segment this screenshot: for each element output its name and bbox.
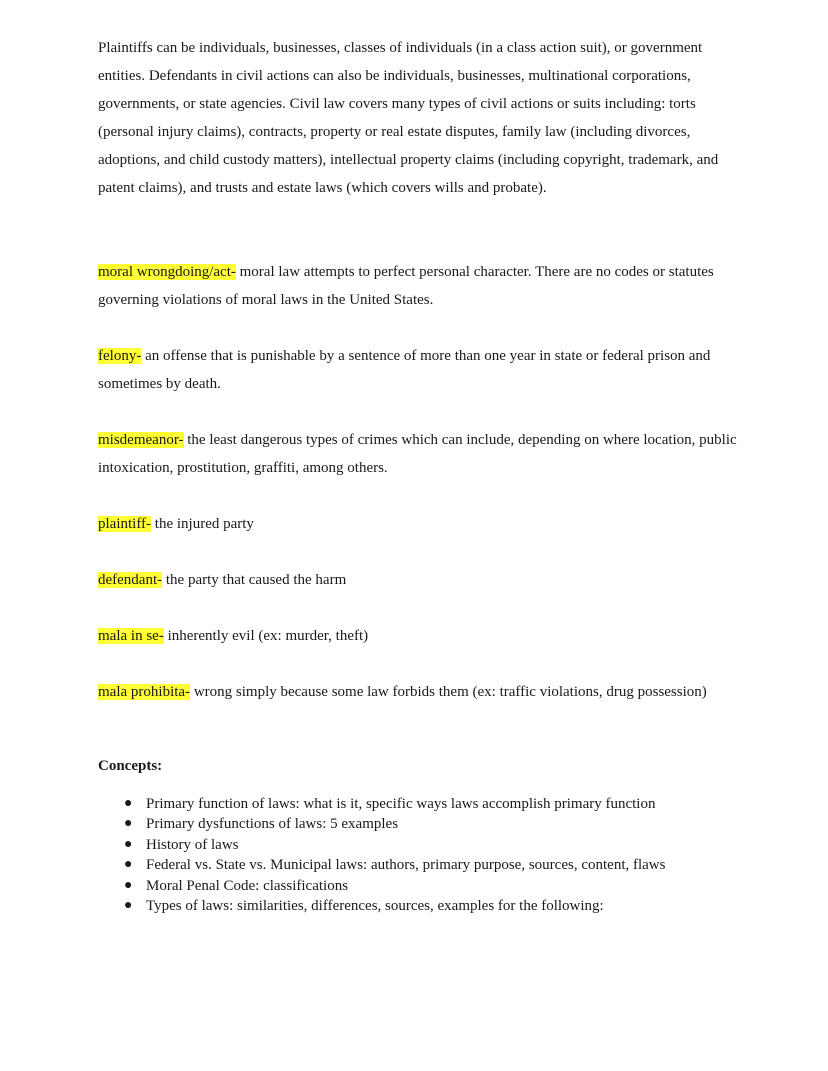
term-entry bbox=[98, 510, 738, 538]
bullet-icon: ● bbox=[124, 898, 133, 914]
term-highlight: moral wrongdoing/act- bbox=[98, 264, 236, 280]
bullet-icon: ● bbox=[124, 857, 133, 873]
term-definition: wrong simply because some law forbids them (ex: traffic violations, drug possession) bbox=[190, 684, 707, 700]
term-entry bbox=[98, 258, 738, 314]
intro-paragraph: Plaintiffs can be individuals, businesses, classes of individuals (in a class action suit), or government entities. Defendants in civil actions can also be individuals, businesses, multinational corporations, governments, or state agencies. Civil law covers many types of civil actions or suits including: torts (personal injury claims), contracts, property or real estate disputes, family law (including divorces, adoptions, and child custody matters), intellectual property claims (including copyright, trademark, and patent claims), and trusts and estate laws (which covers wills and probate). bbox=[98, 40, 719, 196]
bullet-icon: ● bbox=[124, 816, 133, 832]
term-definition: the injured party bbox=[151, 516, 254, 532]
list-item bbox=[124, 835, 738, 855]
list-item bbox=[124, 855, 738, 875]
term-highlight: plaintiff- bbox=[98, 516, 152, 532]
term-entry bbox=[98, 566, 738, 594]
term-highlight: misdemeanor- bbox=[98, 432, 184, 448]
term-entry bbox=[98, 426, 738, 482]
bullet-icon: ● bbox=[124, 877, 133, 893]
list-item-text: Primary dysfunctions of laws: 5 examples bbox=[146, 816, 399, 833]
list-item bbox=[124, 814, 738, 834]
list-item-text: Moral Penal Code: classifications bbox=[146, 877, 349, 894]
concepts-list bbox=[98, 794, 738, 916]
term-definition: an offense that is punishable by a sentence of more than one year in state or federal prison and sometimes by death. bbox=[98, 348, 711, 392]
term-highlight: mala prohibita- bbox=[98, 684, 191, 700]
bullet-icon: ● bbox=[124, 836, 133, 852]
list-item-text: History of laws bbox=[146, 836, 239, 853]
term-entry bbox=[98, 678, 738, 706]
term-entry bbox=[98, 622, 738, 650]
term-definition: the least dangerous types of crimes which can include, depending on where location, public intoxication, prostitution, graffiti, among others. bbox=[98, 432, 737, 476]
document-page bbox=[98, 34, 738, 916]
list-item bbox=[124, 876, 738, 896]
list-item bbox=[124, 794, 738, 814]
term-entry bbox=[98, 342, 738, 398]
term-highlight: defendant- bbox=[98, 572, 163, 588]
list-item-text: Primary function of laws: what is it, specific ways laws accomplish primary function bbox=[146, 796, 656, 812]
term-highlight: felony- bbox=[98, 348, 142, 364]
bullet-icon: ● bbox=[124, 796, 133, 811]
concepts-heading: Concepts: bbox=[98, 758, 163, 774]
term-definition: moral law attempts to perfect personal character. There are no codes or statutes governing violations of moral laws in the United States. bbox=[98, 264, 714, 308]
term-definition: the party that caused the harm bbox=[162, 572, 347, 588]
list-item-text: Federal vs. State vs. Municipal laws: authors, primary purpose, sources, content, flaws bbox=[146, 857, 666, 874]
term-definition: inherently evil (ex: murder, theft) bbox=[163, 628, 369, 644]
term-highlight: mala in se- bbox=[98, 628, 164, 644]
list-item bbox=[124, 896, 738, 916]
list-item-text: Types of laws: similarities, differences, sources, examples for the following: bbox=[146, 898, 604, 915]
terms-list bbox=[98, 258, 738, 706]
